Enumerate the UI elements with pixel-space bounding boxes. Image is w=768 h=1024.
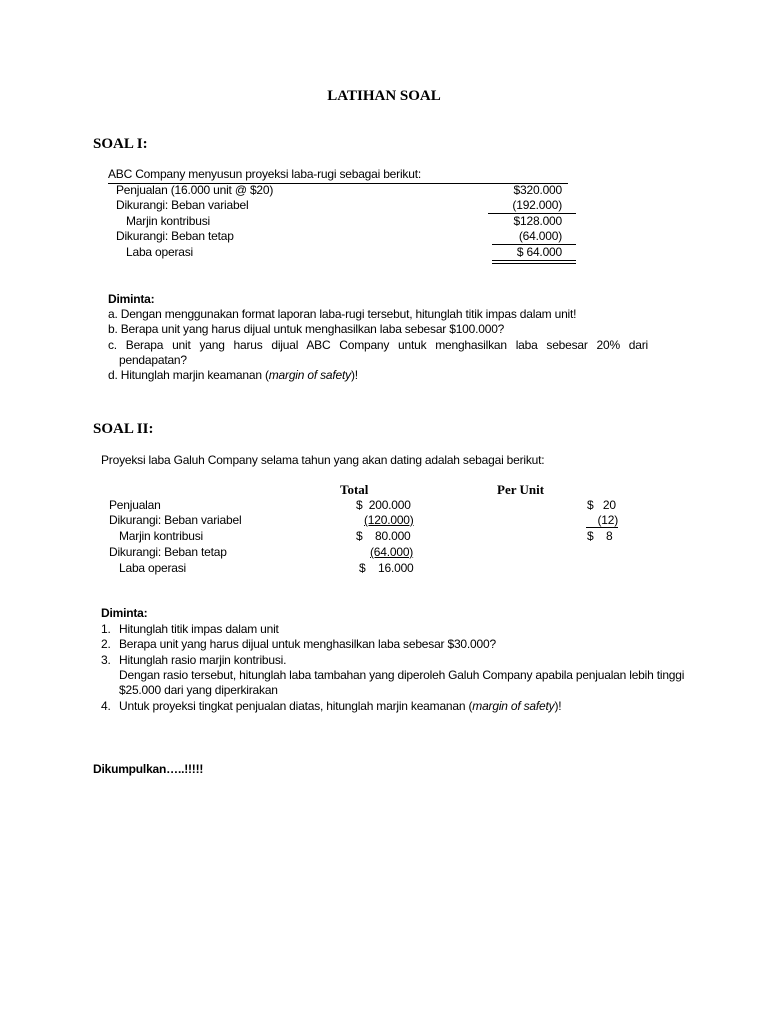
question-emphasis: margin of safety [268, 368, 351, 382]
soal2-col-per-unit: Per Unit [497, 482, 545, 497]
soal2-question-number: 4. [101, 699, 111, 713]
soal1-row-label: Laba operasi [126, 245, 193, 259]
soal1-row-value: $ 64.000 [516, 245, 562, 259]
soal1-diminta-label: Diminta: [108, 292, 155, 306]
soal1-question-b: b. Berapa unit yang harus dijual untuk menghasilkan laba sebesar $100.000? [108, 322, 505, 336]
soal1-row-label: Penjualan (16.000 unit @ $20) [116, 183, 274, 197]
footer-note: Dikumpulkan…..!!!!! [93, 762, 204, 776]
soal2-row-total: $ 16.000 [359, 561, 414, 575]
soal1-row-label: Dikurangi: Beban tetap [116, 229, 234, 243]
soal2-row-label: Marjin kontribusi [119, 529, 203, 543]
soal2-question-number: 1. [101, 622, 111, 636]
soal2-question-1: Hitunglah titik impas dalam unit [119, 622, 279, 636]
soal1-heading: SOAL I: [93, 136, 148, 152]
question-text: )! [554, 699, 562, 713]
soal1-row-value: $320.000 [513, 183, 562, 197]
soal1-row-label: Dikurangi: Beban variabel [116, 198, 249, 212]
soal1-row-value: (192.000) [512, 198, 562, 212]
soal2-diminta-label: Diminta: [101, 606, 148, 620]
soal2-row-total: $ 80.000 [356, 529, 411, 543]
soal1-question-c-cont: pendapatan? [119, 353, 187, 367]
soal2-row-total: (64.000) [370, 545, 414, 559]
soal1-question-a: a. Dengan menggunakan format laporan laba-rugi tersebut, hitunglah titik impas dalam unit! [108, 307, 577, 321]
soal2-row-label: Dikurangi: Beban variabel [109, 513, 242, 527]
soal2-row-per-unit: (12) [586, 513, 618, 528]
question-text: d. Hitunglah marjin keamanan ( [108, 368, 269, 382]
soal2-row-label: Laba operasi [119, 561, 186, 575]
question-text: Untuk proyeksi tingkat penjualan diatas, hitunglah marjin keamanan ( [119, 699, 473, 713]
soal1-question-c: c. Berapa unit yang harus dijual ABC Company untuk menghasilkan laba sebesar 20% dari [108, 338, 648, 352]
soal2-question-number: 3. [101, 653, 111, 667]
soal2-row-total: (120.000) [364, 513, 414, 527]
soal2-row-label: Penjualan [109, 498, 161, 512]
soal2-row-per-unit: $ 8 [587, 529, 613, 543]
soal2-question-2: Berapa unit yang harus dijual untuk menghasilkan laba sebesar $30.000? [119, 637, 496, 651]
soal1-intro: ABC Company menyusun proyeksi laba-rugi sebagai berikut: [108, 167, 421, 181]
soal2-question-3-sub: $25.000 dari yang diperkirakan [119, 683, 278, 697]
soal2-col-total: Total [340, 482, 369, 497]
total-double-rule [492, 260, 576, 264]
soal1-question-d [108, 368, 358, 382]
soal1-row-value: (64.000) [518, 229, 562, 243]
soal1-row-label: Marjin kontribusi [126, 214, 210, 228]
page-title: LATIHAN SOAL [327, 88, 441, 104]
soal2-row-per-unit: $ 20 [587, 498, 616, 512]
soal2-question-4 [119, 699, 561, 713]
soal2-row-label: Dikurangi: Beban tetap [109, 545, 227, 559]
question-emphasis: margin of safety [472, 699, 555, 713]
soal2-question-3-sub: Dengan rasio tersebut, hitunglah laba tambahan yang diperoleh Galuh Company apabila penjualan lebih tinggi [119, 668, 685, 682]
soal2-heading: SOAL II: [93, 421, 154, 437]
soal1-row-value: $128.000 [513, 214, 562, 228]
soal2-row-total: $ 200.000 [356, 498, 411, 512]
question-text: )! [350, 368, 358, 382]
soal2-question-3: Hitunglah rasio marjin kontribusi. [119, 653, 287, 667]
soal2-question-number: 2. [101, 637, 111, 651]
soal2-intro: Proyeksi laba Galuh Company selama tahun yang akan dating adalah sebagai berikut: [101, 453, 545, 467]
